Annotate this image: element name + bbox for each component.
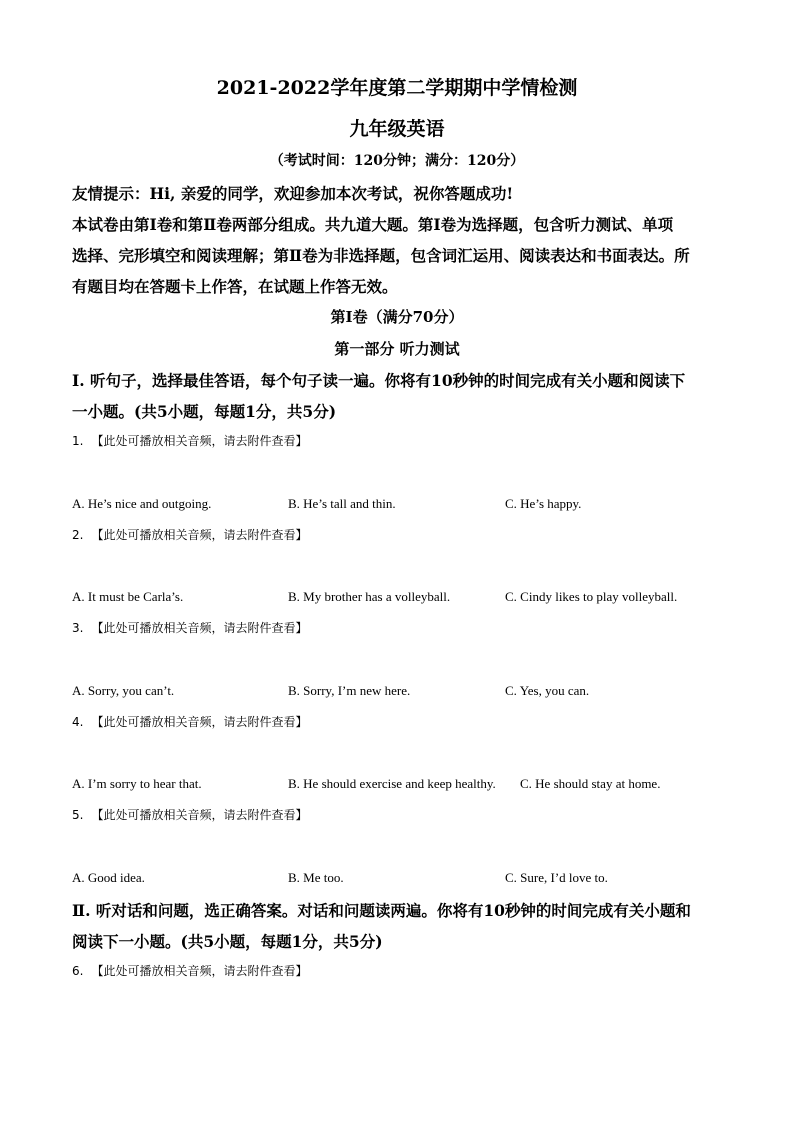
question-5 — [72, 806, 307, 823]
option-b: B. Me too. — [288, 870, 344, 885]
section-two-instruction: Ⅱ. 听对话和问题，选正确答案。对话和问题读两遍。你将有10秒钟的时间完成有关小题和 — [72, 901, 691, 920]
question-6 — [72, 962, 307, 979]
question-number: 4. — [72, 715, 84, 729]
question-number: 1. — [72, 434, 84, 448]
intro-line: 本试卷由第Ⅰ卷和第Ⅱ卷两部分组成。共九道大题。第Ⅰ卷为选择题，包含听力测试、单项 — [72, 215, 674, 234]
question-1 — [72, 432, 307, 449]
option-b: B. He should exercise and keep healthy. — [288, 776, 496, 791]
question-number: 2. — [72, 528, 84, 542]
option-c: C. Yes, you can. — [505, 683, 590, 698]
intro-line: 有题目均在答题卡上作答，在试题上作答无效。 — [72, 277, 398, 296]
option-c: C. Cindy likes to play volleyball. — [505, 589, 678, 604]
option-a: A. Good idea. — [72, 870, 145, 885]
audio-placeholder[interactable]: 【此处可播放相关音频，请去附件查看】 — [91, 808, 308, 822]
option-a: A. He’s nice and outgoing. — [72, 496, 212, 511]
option-c: C. Sure, I’d love to. — [505, 870, 608, 885]
volume-one-heading: 第Ⅰ卷（满分70分） — [330, 308, 464, 326]
question-4 — [72, 713, 307, 730]
exam-title: 2021-2022学年度第二学期期中学情检测 — [216, 77, 578, 99]
section-one-instruction: 一小题。(共5小题，每题1分，共5分) — [72, 402, 337, 421]
audio-placeholder[interactable]: 【此处可播放相关音频，请去附件查看】 — [91, 621, 308, 635]
question-2 — [72, 526, 307, 543]
subject-title: 九年级英语 — [349, 118, 445, 140]
audio-placeholder[interactable]: 【此处可播放相关音频，请去附件查看】 — [91, 964, 308, 978]
option-b: B. My brother has a volleyball. — [288, 589, 451, 604]
option-c: C. He should stay at home. — [520, 776, 661, 791]
friendly-tip: 友情提示：Hi, 亲爱的同学，欢迎参加本次考试，祝你答题成功! — [72, 184, 514, 203]
exam-time-info: （考试时间：120分钟；满分：120分） — [269, 153, 525, 169]
question-number: 6. — [72, 964, 84, 978]
audio-placeholder[interactable]: 【此处可播放相关音频，请去附件查看】 — [91, 434, 308, 448]
section-one-instruction: Ⅰ. 听句子，选择最佳答语，每个句子读一遍。你将有10秒钟的时间完成有关小题和阅读下 — [72, 371, 686, 390]
option-b: B. Sorry, I’m new here. — [288, 683, 411, 698]
intro-line: 选择、完形填空和阅读理解；第Ⅱ卷为非选择题，包含词汇运用、阅读表达和书面表达。所 — [72, 246, 690, 265]
audio-placeholder[interactable]: 【此处可播放相关音频，请去附件查看】 — [91, 528, 308, 542]
option-a: A. Sorry, you can’t. — [72, 683, 175, 698]
question-number: 5. — [72, 808, 84, 822]
part-one-heading: 第一部分 听力测试 — [334, 340, 460, 358]
question-number: 3. — [72, 621, 84, 635]
audio-placeholder[interactable]: 【此处可播放相关音频，请去附件查看】 — [91, 715, 308, 729]
question-3 — [72, 619, 307, 636]
option-c: C. He’s happy. — [505, 496, 582, 511]
option-a: A. It must be Carla’s. — [72, 589, 184, 604]
section-two-instruction: 阅读下一小题。(共5小题，每题1分，共5分) — [72, 932, 383, 951]
option-a: A. I’m sorry to hear that. — [72, 776, 202, 791]
option-b: B. He’s tall and thin. — [288, 496, 396, 511]
